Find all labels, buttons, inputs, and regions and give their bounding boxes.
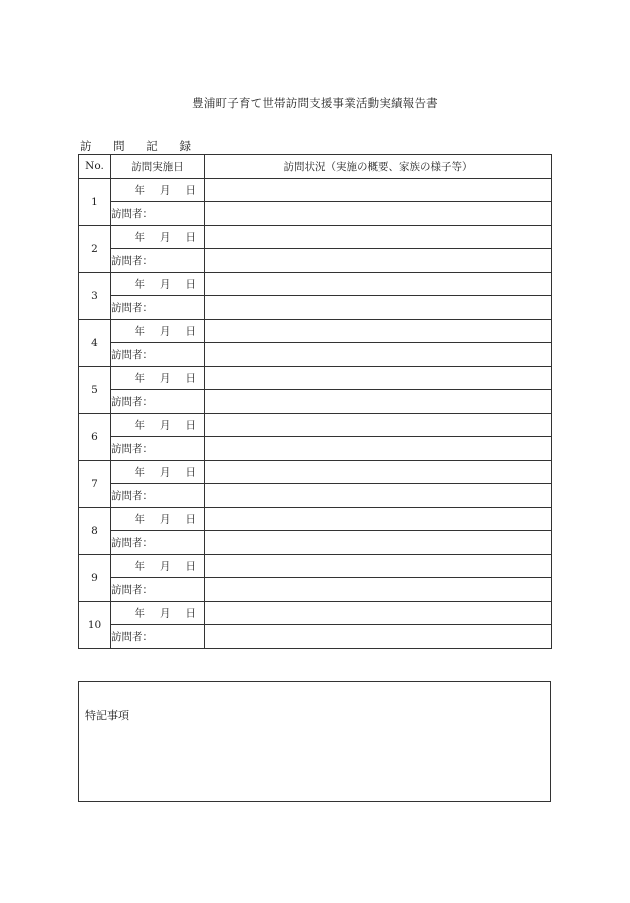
visit-date-cell[interactable]: [111, 366, 205, 390]
table-row: [79, 484, 552, 508]
visitor-cell[interactable]: [111, 484, 205, 508]
header-visit-status: 訪問状況（実施の概要、家族の様子等）: [205, 155, 552, 179]
table-row: [79, 272, 552, 296]
visit-status-cell[interactable]: [205, 178, 552, 202]
visitor-label: 訪問者：: [111, 442, 153, 455]
visitor-label: 訪問者：: [111, 254, 153, 267]
day-label: 日: [185, 231, 196, 244]
table-header-row: [79, 155, 552, 179]
row-number: 9: [79, 554, 111, 601]
day-label: 日: [185, 184, 196, 197]
visitor-label: 訪問者：: [111, 301, 153, 314]
visit-status-cell[interactable]: [205, 390, 552, 414]
table-row: [79, 413, 552, 437]
month-label: 月: [160, 513, 171, 526]
month-label: 月: [160, 607, 171, 620]
visit-status-cell[interactable]: [205, 484, 552, 508]
row-number: 6: [79, 413, 111, 460]
visit-date-cell[interactable]: [111, 272, 205, 296]
row-number: 1: [79, 178, 111, 225]
visit-date-cell[interactable]: [111, 225, 205, 249]
day-label: 日: [185, 560, 196, 573]
visit-date-cell[interactable]: [111, 554, 205, 578]
year-label: 年: [134, 325, 145, 338]
visit-status-cell[interactable]: [205, 272, 552, 296]
year-label: 年: [134, 607, 145, 620]
date-units: [120, 276, 197, 291]
visit-date-cell[interactable]: [111, 460, 205, 484]
visit-status-cell[interactable]: [205, 601, 552, 625]
month-label: 月: [160, 278, 171, 291]
day-label: 日: [185, 325, 196, 338]
header-visit-date: 訪問実施日: [111, 155, 205, 179]
visit-date-cell[interactable]: [111, 601, 205, 625]
table-row: [79, 507, 552, 531]
visit-status-cell[interactable]: [205, 413, 552, 437]
visit-log-table: [78, 154, 552, 649]
table-row: [79, 296, 552, 320]
month-label: 月: [160, 560, 171, 573]
table-row: [79, 390, 552, 414]
month-label: 月: [160, 184, 171, 197]
table-row: [79, 601, 552, 625]
year-label: 年: [134, 513, 145, 526]
visitor-cell[interactable]: [111, 437, 205, 461]
visitor-cell[interactable]: [111, 578, 205, 602]
section-heading: 訪 問 記 録: [80, 139, 200, 153]
year-label: 年: [134, 419, 145, 432]
day-label: 日: [185, 278, 196, 291]
visit-status-cell[interactable]: [205, 343, 552, 367]
table-row: [79, 460, 552, 484]
table-row: [79, 578, 552, 602]
date-units: [120, 558, 197, 573]
day-label: 日: [185, 372, 196, 385]
visit-status-cell[interactable]: [205, 554, 552, 578]
visitor-cell[interactable]: [111, 625, 205, 649]
row-number: 5: [79, 366, 111, 413]
table-row: [79, 437, 552, 461]
table-row: [79, 343, 552, 367]
visitor-label: 訪問者：: [111, 207, 153, 220]
row-number: 2: [79, 225, 111, 272]
table-row: [79, 625, 552, 649]
date-units: [120, 182, 197, 197]
row-number: 10: [79, 601, 111, 648]
year-label: 年: [134, 560, 145, 573]
row-number: 8: [79, 507, 111, 554]
visit-status-cell[interactable]: [205, 460, 552, 484]
row-number: 7: [79, 460, 111, 507]
table-row: [79, 249, 552, 273]
special-notes-label: 特記事項: [85, 709, 129, 722]
visitor-cell[interactable]: [111, 296, 205, 320]
visitor-label: 訪問者：: [111, 630, 153, 643]
date-units: [120, 370, 197, 385]
visitor-cell[interactable]: [111, 531, 205, 555]
visitor-label: 訪問者：: [111, 536, 153, 549]
month-label: 月: [160, 466, 171, 479]
table-row: [79, 178, 552, 202]
visit-date-cell[interactable]: [111, 507, 205, 531]
visit-status-cell[interactable]: [205, 578, 552, 602]
table-row: [79, 319, 552, 343]
year-label: 年: [134, 278, 145, 291]
visit-date-cell[interactable]: [111, 178, 205, 202]
visitor-cell[interactable]: [111, 249, 205, 273]
visitor-cell[interactable]: [111, 202, 205, 226]
table-row: [79, 202, 552, 226]
date-units: [120, 605, 197, 620]
visit-status-cell[interactable]: [205, 531, 552, 555]
visit-date-cell[interactable]: [111, 319, 205, 343]
visitor-label: 訪問者：: [111, 583, 153, 596]
row-number: 4: [79, 319, 111, 366]
visit-status-cell[interactable]: [205, 625, 552, 649]
year-label: 年: [134, 466, 145, 479]
visit-status-cell[interactable]: [205, 366, 552, 390]
day-label: 日: [185, 513, 196, 526]
month-label: 月: [160, 372, 171, 385]
month-label: 月: [160, 325, 171, 338]
visit-status-cell[interactable]: [205, 202, 552, 226]
month-label: 月: [160, 231, 171, 244]
day-label: 日: [185, 466, 196, 479]
date-units: [120, 464, 197, 479]
table-row: [79, 554, 552, 578]
visitor-label: 訪問者：: [111, 348, 153, 361]
month-label: 月: [160, 419, 171, 432]
date-units: [120, 229, 197, 244]
visit-status-cell[interactable]: [205, 437, 552, 461]
visit-date-cell[interactable]: [111, 413, 205, 437]
date-units: [120, 323, 197, 338]
table-row: [79, 225, 552, 249]
table-row: [79, 531, 552, 555]
visitor-label: 訪問者：: [111, 395, 153, 408]
special-notes-box: [78, 681, 551, 802]
day-label: 日: [185, 419, 196, 432]
visit-status-cell[interactable]: [205, 249, 552, 273]
page-title: 豊浦町子育て世帯訪問支援事業活動実績報告書: [192, 96, 438, 110]
visitor-cell[interactable]: [111, 343, 205, 367]
table-row: [79, 366, 552, 390]
visit-status-cell[interactable]: [205, 507, 552, 531]
visitor-cell[interactable]: [111, 390, 205, 414]
visit-status-cell[interactable]: [205, 225, 552, 249]
visitor-label: 訪問者：: [111, 489, 153, 502]
visit-status-cell[interactable]: [205, 319, 552, 343]
year-label: 年: [134, 231, 145, 244]
row-number: 3: [79, 272, 111, 319]
year-label: 年: [134, 184, 145, 197]
day-label: 日: [185, 607, 196, 620]
date-units: [120, 511, 197, 526]
header-no: No.: [79, 155, 111, 179]
date-units: [120, 417, 197, 432]
year-label: 年: [134, 372, 145, 385]
visit-status-cell[interactable]: [205, 296, 552, 320]
